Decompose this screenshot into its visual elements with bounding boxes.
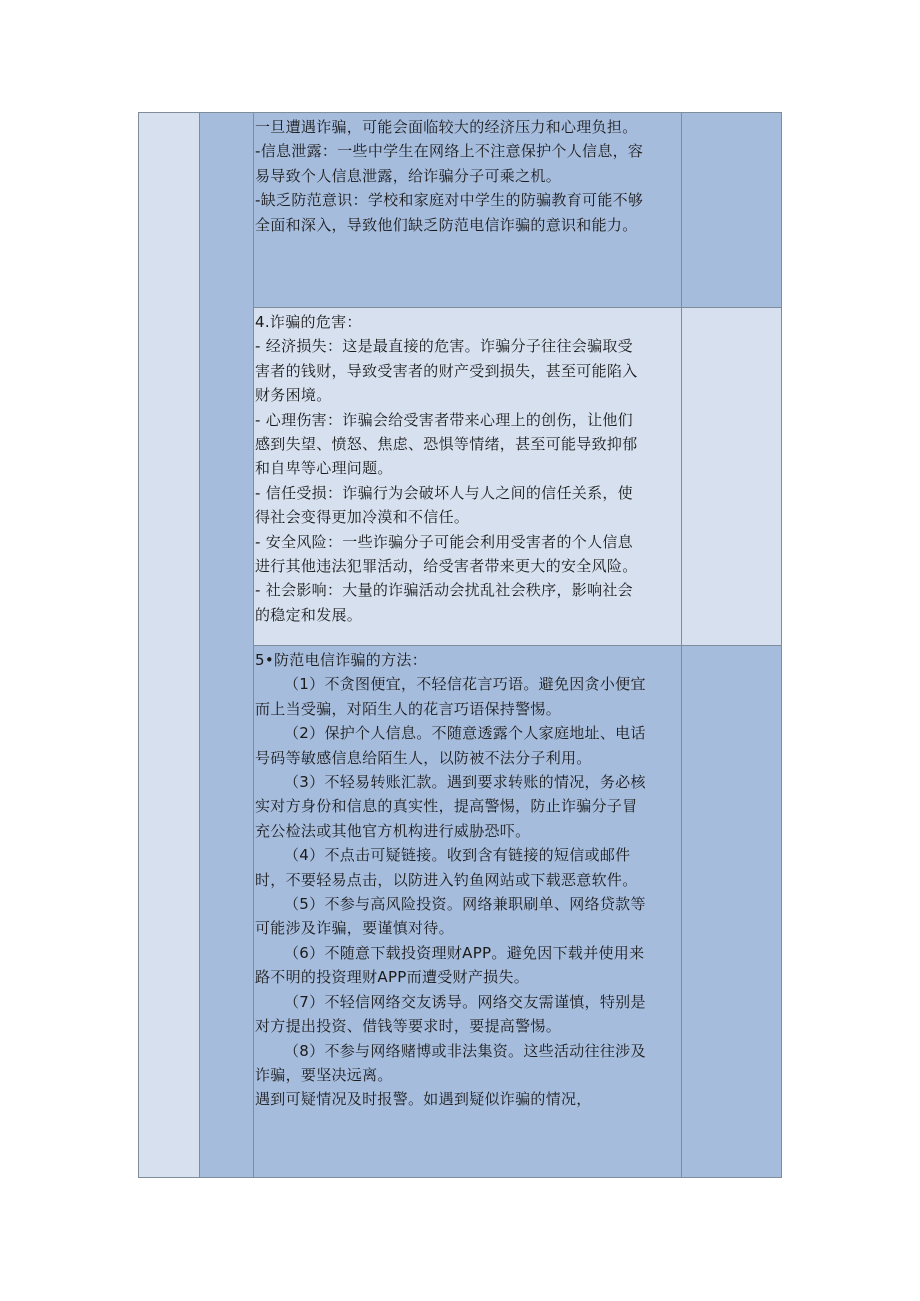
- text-line: -信息泄露：一些中学生在网络上不注意保护个人信息，容: [255, 142, 644, 161]
- side-cell-row1: [682, 113, 781, 308]
- text-line: 路不明的投资理财APP而遭受财产损失。: [255, 968, 530, 987]
- content-cell-row1: [254, 113, 682, 308]
- text-line: 易导致个人信息泄露，给诈骗分子可乘之机。: [255, 166, 562, 185]
- text-line: 充公检法或其他官方机构进行威胁恐吓。: [255, 821, 531, 840]
- text-line: 号码等敏感信息给陌生人，以防被不法分子利用。: [255, 748, 592, 767]
- text-line: 害者的钱财，导致受害者的财产受到损失，甚至可能陷入: [255, 361, 638, 380]
- text-line: 遇到可疑情况及时报警。如遇到疑似诈骗的情况，: [255, 1090, 592, 1109]
- text-line: 而上当受骗，对陌生人的花言巧语保持警惕。: [255, 699, 562, 718]
- row3-text: [254, 646, 681, 1112]
- text-line: （7）不轻信网络交友诱导。网络交友需谨慎，特别是: [284, 992, 646, 1011]
- text-line: 对方提出投资、借钱等要求时，要提高警惕。: [255, 1017, 562, 1036]
- text-line: 和自卑等心理问题。: [255, 459, 393, 478]
- side-cell-row3: [682, 646, 781, 1177]
- text-line: - 安全风险：一些诈骗分子可能会利用受害者的个人信息: [255, 532, 633, 551]
- text-line: 可能涉及诈骗，要谨慎对待。: [255, 919, 454, 938]
- section-heading: 4.诈骗的危害：: [255, 313, 362, 331]
- side-cell-row2: [682, 308, 781, 646]
- text-line: 得社会变得更加冷漠和不信任。: [255, 508, 470, 527]
- text-line: 的稳定和发展。: [255, 605, 363, 624]
- row2-text: [254, 308, 681, 627]
- text-line: 全面和深入，导致他们缺乏防范电信诈骗的意识和能力。: [255, 215, 638, 234]
- text-line: - 社会影响：大量的诈骗活动会扰乱社会秩序，影响社会: [255, 581, 633, 600]
- content-cell-row3: [254, 646, 682, 1177]
- text-line: 进行其他违法犯罪活动，给受害者带来更大的安全风险。: [255, 557, 638, 576]
- text-line: - 心理伤害：诈骗会给受害者带来心理上的创伤，让他们: [255, 410, 633, 429]
- text-line: （2）保护个人信息。不随意透露个人家庭地址、电话: [284, 724, 646, 743]
- text-line: （4）不点击可疑链接。收到含有链接的短信或邮件: [284, 846, 631, 865]
- text-line: -缺乏防范意识：学校和家庭对中学生的防骗教育可能不够: [255, 191, 644, 210]
- document-table: [138, 112, 782, 1178]
- text-line: （8）不参与网络赌博或非法集资。这些活动往往涉及: [284, 1041, 646, 1060]
- text-line: 时，不要轻易点击，以防进入钓鱼网站或下载恶意软件。: [255, 870, 638, 889]
- text-line: （5）不参与高风险投资。网络兼职刷单、网络贷款等: [284, 895, 646, 914]
- text-line: 财务困境。: [255, 386, 332, 405]
- section-heading: 5•防范电信诈骗的方法：: [255, 651, 427, 669]
- row1-text: [254, 113, 681, 237]
- text-line: （1）不贪图便宜，不轻信花言巧语。避免因贪小便宜: [284, 675, 646, 694]
- text-line: 诈骗，要坚决远离。: [255, 1065, 393, 1084]
- text-line: - 信任受损：诈骗行为会破坏人与人之间的信任关系，使: [255, 483, 633, 502]
- text-line: 实对方身份和信息的真实性，提高警惕，防止诈骗分子冒: [255, 797, 638, 816]
- text-line: （3）不轻易转账汇款。遇到要求转账的情况，务必核: [284, 773, 646, 792]
- text-line: - 经济损失：这是最直接的危害。诈骗分子往往会骗取受: [255, 337, 633, 356]
- content-cell-row2: [254, 308, 682, 646]
- text-line: 一旦遭遇诈骗，可能会面临较大的经济压力和心理负担。: [255, 118, 638, 136]
- second-column: [200, 113, 254, 1177]
- text-line: 感到失望、愤怒、焦虑、恐惧等情绪，甚至可能导致抑郁: [255, 435, 638, 454]
- left-column: [139, 113, 200, 1177]
- text-line: （6）不随意下载投资理财APP。避免因下载并使用来: [284, 943, 645, 962]
